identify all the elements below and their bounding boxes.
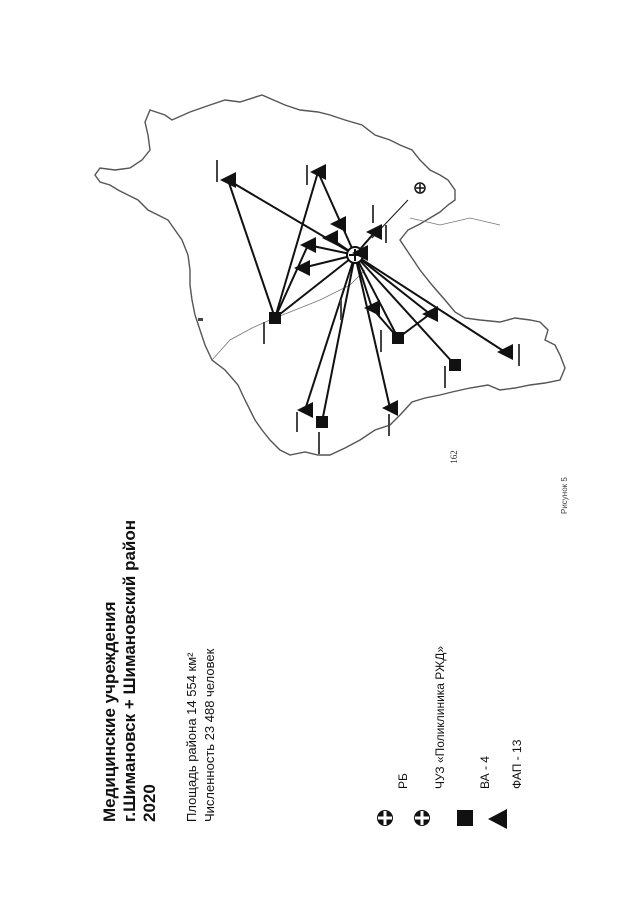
connection-lines [228,172,505,422]
legend-label-rb: РБ [396,773,410,789]
map-title-line-3: 2020 [140,784,159,822]
river-line [212,270,365,360]
border-spur [410,218,500,225]
legend-label-rzd: ЧУЗ «Поликлиника РЖД» [433,645,447,789]
place-label-marks [198,160,520,454]
legend-label-va: ВА - 4 [478,756,492,789]
page-number: 162 [448,450,459,464]
rzd-marker [415,183,425,193]
map-title-line-1: Медицинские учреждения [100,601,119,822]
va-markers [269,312,461,428]
district-population: Численность 23 488 человек [202,648,217,822]
district-area: Площадь района 14 554 км² [184,652,199,822]
figure-caption: Рисунок 5 [560,477,569,514]
map-title-line-2: г.Шимановск + Шимановский район [120,519,139,822]
legend-label-fap: ФАП - 13 [510,739,524,789]
